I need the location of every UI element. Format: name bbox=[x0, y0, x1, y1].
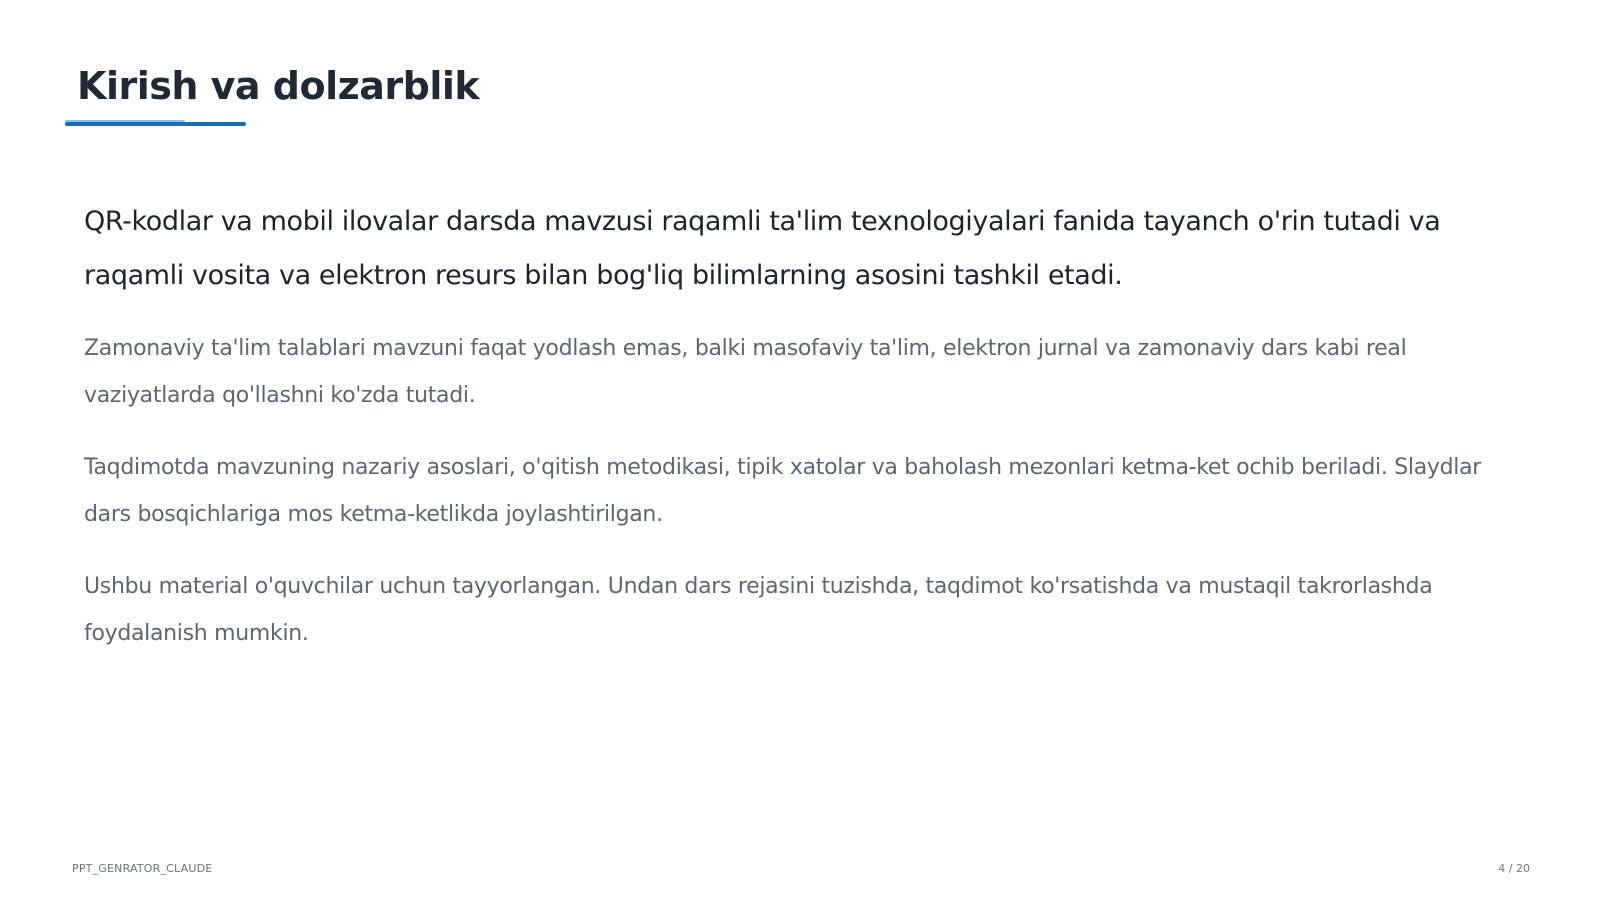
title-underline bbox=[65, 122, 246, 126]
slide-title: Kirish va dolzarblik bbox=[77, 64, 480, 108]
title-underline-accent bbox=[65, 120, 185, 122]
slide-content bbox=[84, 195, 1524, 682]
page-indicator: 4 / 20 bbox=[1498, 862, 1530, 875]
body-paragraph-2: Taqdimotda mavzuning nazariy asoslari, o'qitish metodikasi, tipik xatolar va baholash mezonlari ketma-ket ochib beriladi. Slaydlar dars bosqichlariga mos ketma-ketlikda joylashtirilgan. bbox=[84, 455, 1482, 527]
footer-brand: PPT_GENRATOR_CLAUDE bbox=[72, 862, 213, 875]
lead-paragraph: QR-kodlar va mobil ilovalar darsda mavzusi raqamli ta'lim texnologiyalari fanida tayanch o'rin tutadi va raqamli vosita va elektron resurs bilan bog'liq bilimlarning asosini tashkil etadi. bbox=[84, 206, 1441, 291]
body-paragraph-3: Ushbu material o'quvchilar uchun tayyorlangan. Undan dars rejasini tuzishda, taqdimot ko'rsatishda va mustaqil takrorlashda foydalanish mumkin. bbox=[84, 574, 1433, 646]
body-paragraph-1: Zamonaviy ta'lim talablari mavzuni faqat yodlash emas, balki masofaviy ta'lim, elektron jurnal va zamonaviy dars kabi real vaziyatlarda qo'llashni ko'zda tutadi. bbox=[84, 336, 1407, 408]
